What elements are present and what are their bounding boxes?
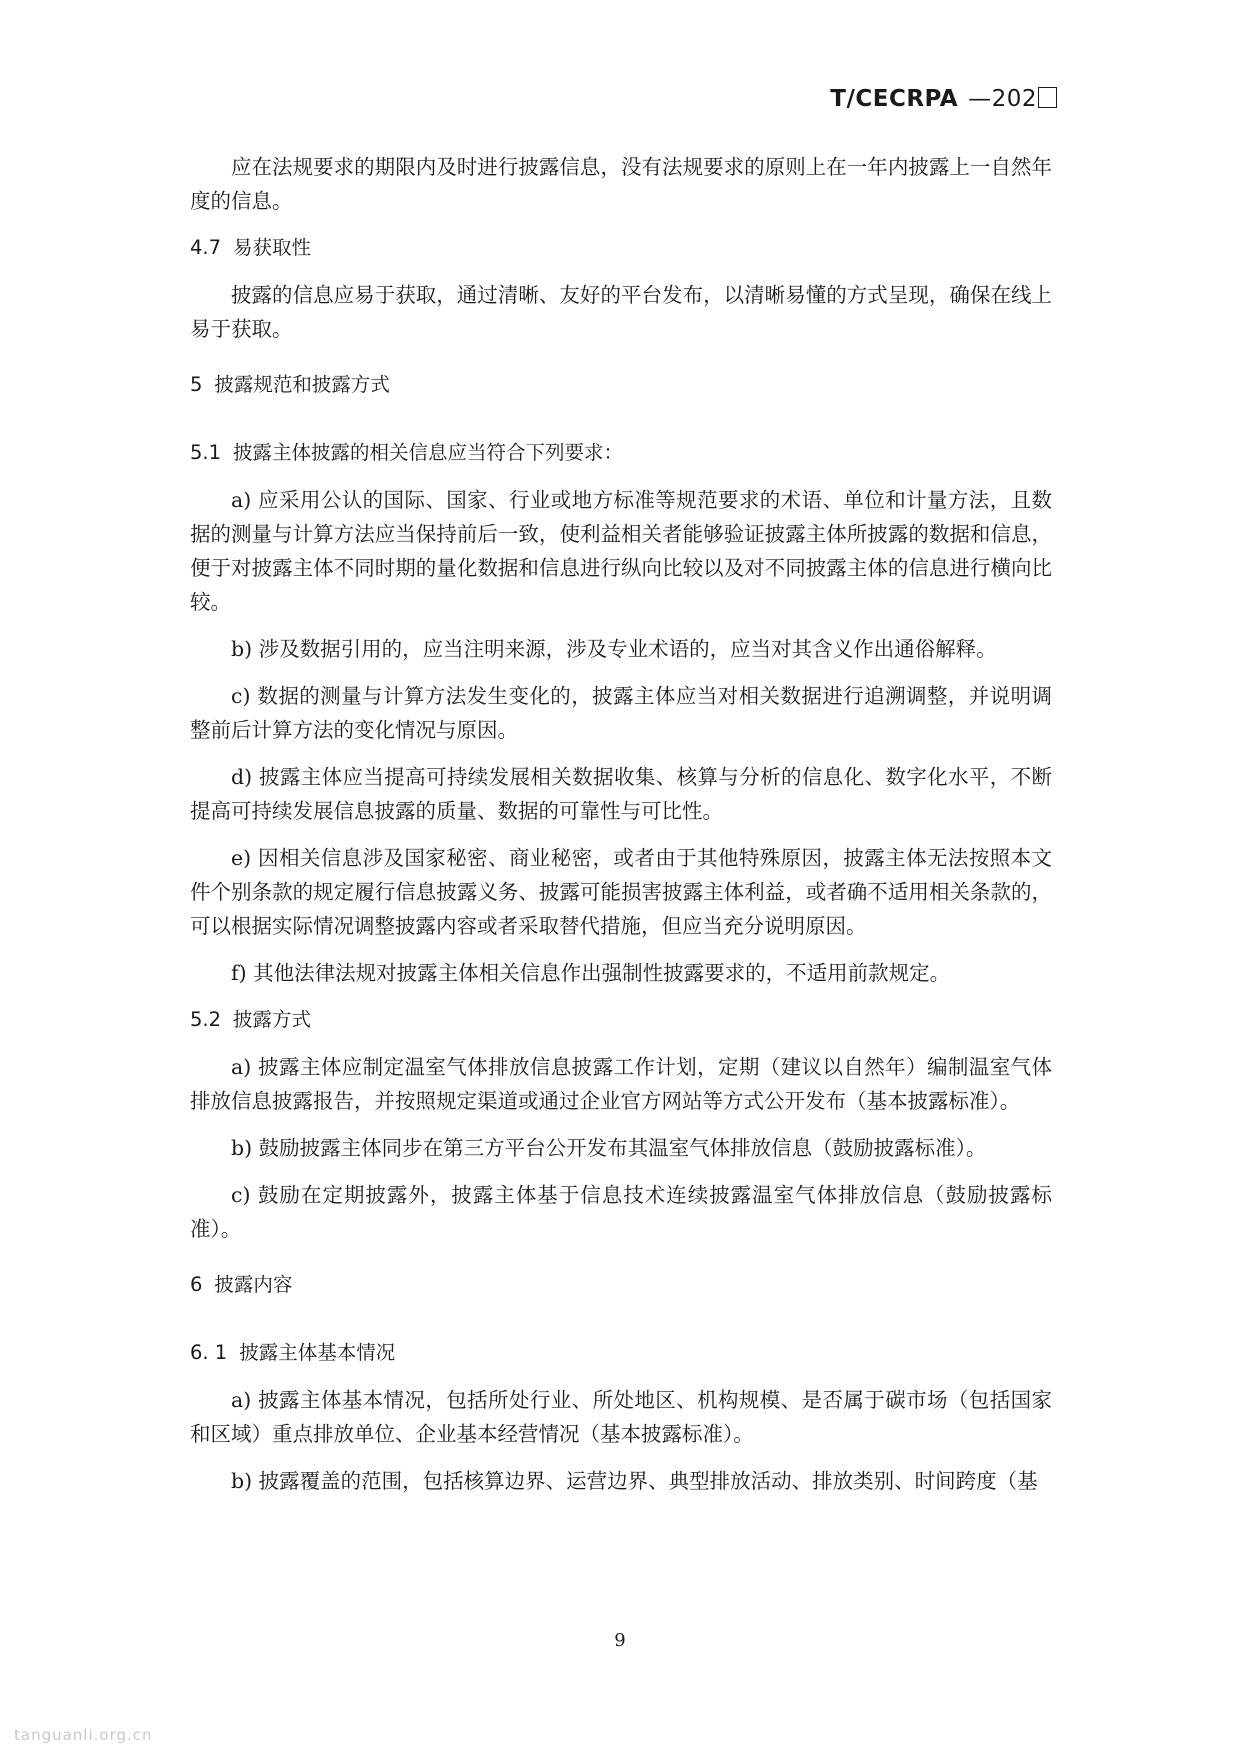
heading-text: 披露主体基本情况	[239, 1341, 396, 1364]
paragraph: d) 披露主体应当提高可持续发展相关数据收集、核算与分析的信息化、数字化水平，不断提高可持续发展信息披露的质量、数据的可靠性与可比性。	[190, 765, 1052, 823]
heading-number: 5.2	[190, 1008, 222, 1031]
heading-number: 5.1	[190, 441, 222, 464]
section-heading	[190, 368, 1052, 402]
paragraph: e) 因相关信息涉及国家秘密、商业秘密，或者由于其他特殊原因，披露主体无法按照本文件个别条款的规定履行信息披露义务、披露可能损害披露主体利益，或者确不适用相关条款的，可以根据实际情况调整披露内容或者采取替代措施，但应当充分说明原因。	[190, 846, 1052, 938]
paragraph: b) 鼓励披露主体同步在第三方平台公开发布其温室气体排放信息（鼓励披露标准）。	[231, 1136, 987, 1160]
subsection-heading	[190, 1336, 1052, 1370]
heading-text: 披露方式	[233, 1008, 312, 1031]
heading-text: 披露主体披露的相关信息应当符合下列要求：	[233, 441, 624, 464]
paragraph: 应在法规要求的期限内及时进行披露信息，没有法规要求的原则上在一年内披露上一自然年度的信息。	[190, 155, 1052, 213]
watermark: tanguanli.org.cn	[14, 1726, 153, 1744]
document-body	[190, 150, 1052, 1511]
paragraph: 披露的信息应易于获取，通过清晰、友好的平台发布，以清晰易懂的方式呈现，确保在线上易于获取。	[190, 283, 1052, 341]
paragraph: a) 披露主体基本情况，包括所处行业、所处地区、机构规模、是否属于碳市场（包括国家和区域）重点排放单位、企业基本经营情况（基本披露标准）。	[190, 1388, 1052, 1446]
standard-code: T/CECRPA	[830, 86, 959, 112]
heading-text: 易获取性	[233, 236, 312, 259]
heading-text: 披露规范和披露方式	[214, 373, 390, 396]
paragraph: f) 其他法律法规对披露主体相关信息作出强制性披露要求的，不适用前款规定。	[231, 961, 951, 985]
subsection-heading	[190, 436, 1052, 470]
section-heading	[190, 1268, 1052, 1302]
heading-number: 6	[190, 1273, 203, 1296]
paragraph: c) 鼓励在定期披露外，披露主体基于信息技术连续披露温室气体排放信息（鼓励披露标准）。	[190, 1183, 1052, 1241]
heading-number: 5	[190, 373, 203, 396]
document-code-header	[830, 86, 1057, 112]
standard-year: —202	[968, 86, 1037, 112]
paragraph: b) 涉及数据引用的，应当注明来源，涉及专业术语的，应当对其含义作出通俗解释。	[231, 637, 997, 661]
heading-text: 披露内容	[214, 1273, 293, 1296]
page-number: 9	[614, 1630, 626, 1651]
paragraph: c) 数据的测量与计算方法发生变化的，披露主体应当对相关数据进行追溯调整，并说明调整前后计算方法的变化情况与原因。	[190, 684, 1052, 742]
paragraph: b) 披露覆盖的范围，包括核算边界、运营边界、典型排放活动、排放类别、时间跨度（基	[231, 1469, 1038, 1493]
year-placeholder-box	[1038, 87, 1057, 108]
subsection-heading	[190, 1003, 1052, 1037]
subsection-heading	[190, 231, 1052, 265]
heading-number: 4.7	[190, 236, 222, 259]
paragraph: a) 应采用公认的国际、国家、行业或地方标准等规范要求的术语、单位和计量方法，且数据的测量与计算方法应当保持前后一致，使利益相关者能够验证披露主体所披露的数据和信息，便于对披露主体不同时期的量化数据和信息进行纵向比较以及对不同披露主体的信息进行横向比较。	[190, 488, 1052, 614]
heading-number: 6. 1	[190, 1341, 228, 1364]
paragraph: a) 披露主体应制定温室气体排放信息披露工作计划，定期（建议以自然年）编制温室气体排放信息披露报告，并按照规定渠道或通过企业官方网站等方式公开发布（基本披露标准）。	[190, 1055, 1052, 1113]
